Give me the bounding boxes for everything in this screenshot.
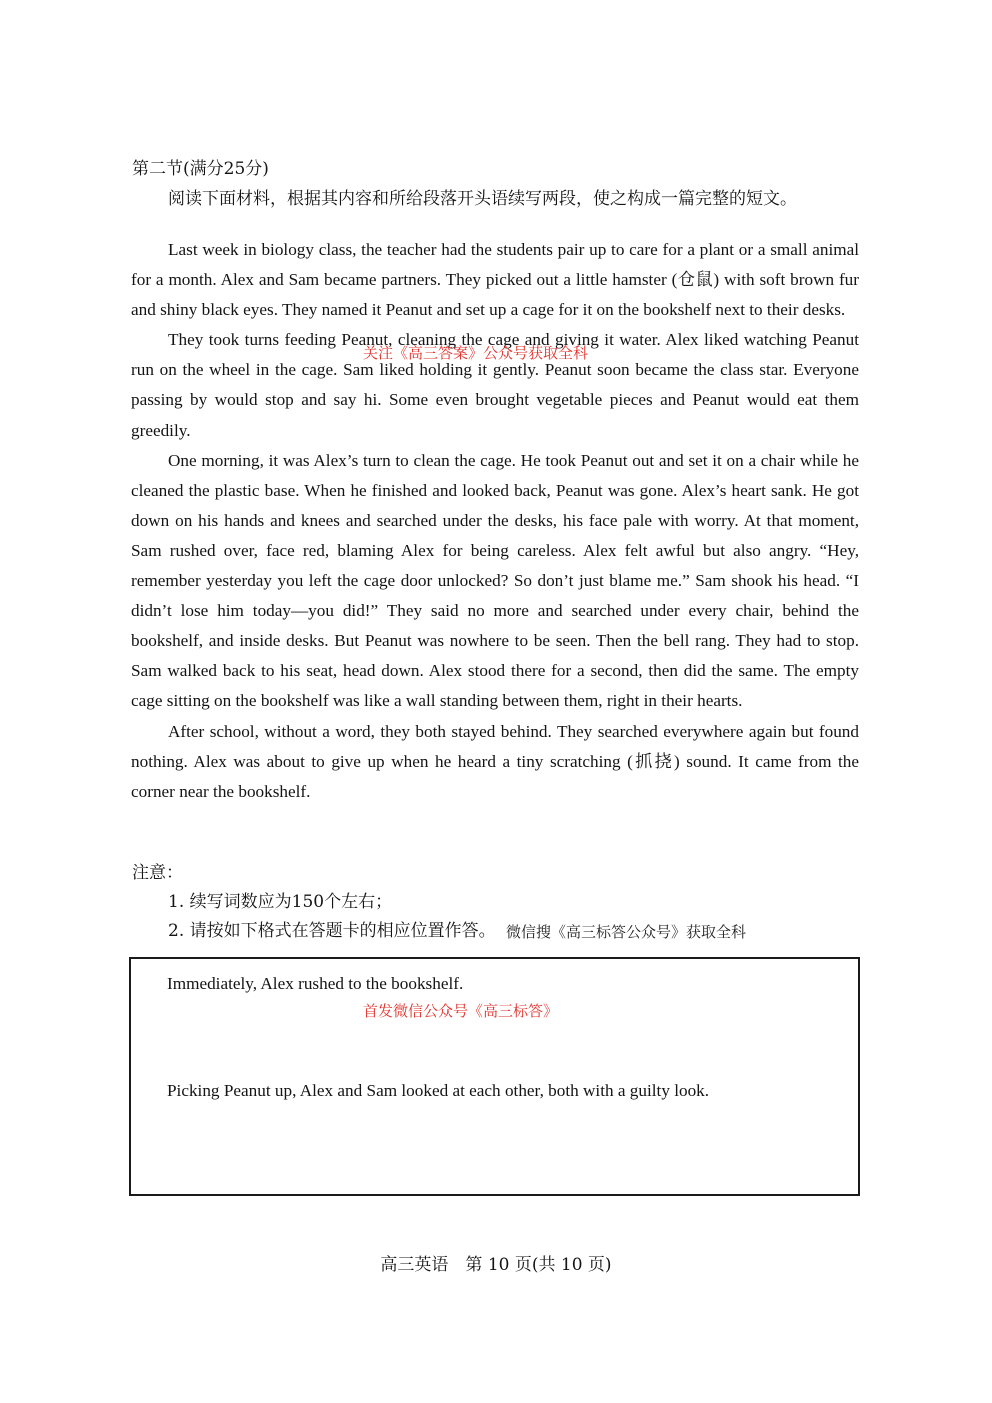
paragraph-opener-2: Picking Peanut up, Alex and Sam looked at each other, both with a guilty look. — [167, 1081, 710, 1100]
watermark-notes-line: 微信搜《高三标答公众号》获取全科 — [506, 923, 747, 941]
watermark-box: 首发微信公众号《高三标答》 — [363, 1002, 559, 1020]
page-footer: 高三英语 第 10 页(共 10 页) — [380, 1255, 612, 1275]
section-title: 第二节(满分25分) — [132, 159, 269, 179]
watermark-top: 关注《高三答案》公众号获取全科 — [363, 344, 589, 362]
passage-paragraph-3: One morning, it was Alex’s turn to clean the cage. He took Peanut out and set it on a chair while he cleaned the plastic base. When he finished and looked back, Peanut was gone. Alex’s heart sank. He got down on his hands and knees and searched under the desks, his face pale with worry. At that moment, Sam rushed over, face red, blaming Alex for being careless. Alex felt awful but also angry. “Hey, remember yesterday you left the cage door unlocked? So don’t just blame me.” Sam shook his head. “I didn’t lose him today—you did!” They said no more and searched under every chair, behind the bookshelf, and inside desks. But Peanut was nowhere to be seen. Then the bell rang. They had to stop. Sam walked back to his seat, head down. Alex stood there for a second, then did the same. The empty cage sitting on the bookshelf was like a wall standing between them, right in their hearts. — [131, 450, 859, 711]
instruction-text: 阅读下面材料，根据其内容和所给段落开头语续写两段，使之构成一篇完整的短文。 — [168, 189, 797, 209]
notes-title: 注意： — [132, 863, 183, 883]
note-item-1: 1. 续写词数应为150个左右； — [168, 892, 393, 912]
paragraph-opener-1: Immediately, Alex rushed to the bookshelf. — [167, 974, 464, 993]
passage-paragraph-1: Last week in biology class, the teacher had the students pair up to care for a plant or a small animal for a month. Alex and Sam became partners. They picked out a little hamster (仓鼠) with soft brown fur and shiny black eyes. They named it Peanut and set up a cage for it on the bookshelf next to their desks. — [131, 240, 859, 320]
passage-paragraph-2: They took turns feeding Peanut, cleaning the cage and giving it water. Alex liked watching Peanut run on the wheel in the cage. Sam liked holding it gently. Peanut soon became the class star. Everyone passing by would stop and say hi. Some even brought vegetable pieces and Peanut would eat them greedily. — [131, 330, 859, 440]
note-item-2: 2. 请按如下格式在答题卡的相应位置作答。 — [168, 921, 496, 941]
passage-paragraph-4: After school, without a word, they both stayed behind. They searched everywhere again but found nothing. Alex was about to give up when he heard a tiny scratching (抓挠) sound. It came from the corner near the bookshelf. — [131, 721, 859, 801]
reading-passage — [131, 235, 859, 807]
